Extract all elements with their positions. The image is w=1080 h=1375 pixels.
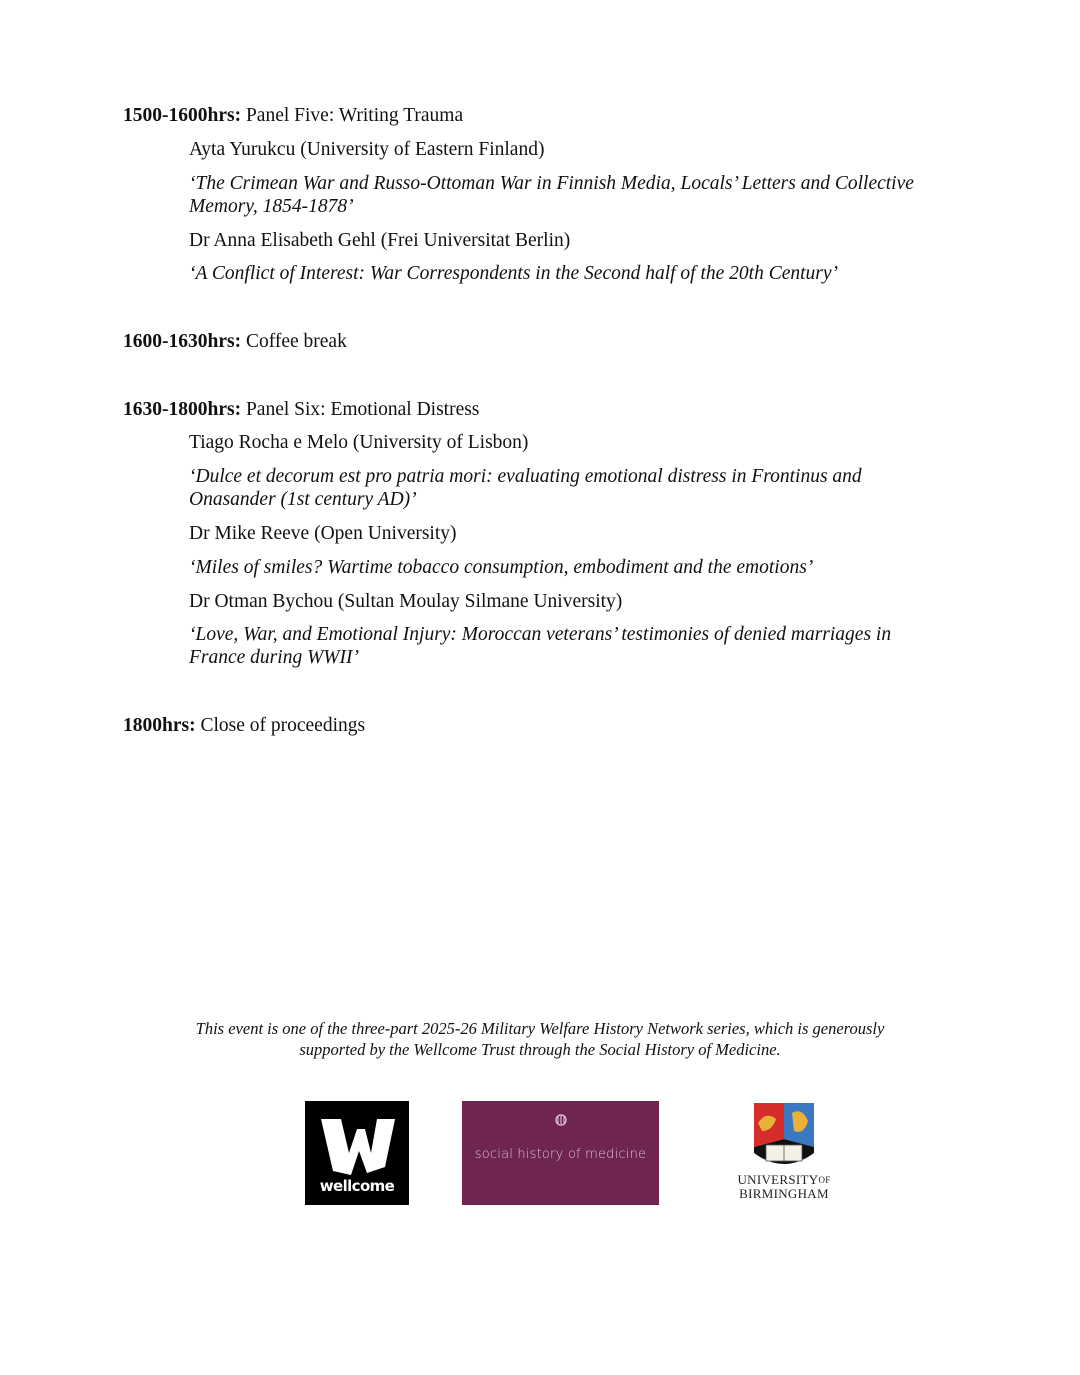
speaker-name: Tiago Rocha e Melo (University of Lisbon) <box>189 432 529 453</box>
paper-title: ‘A Conflict of Interest: War Correspondents in the Second half of the 20th Century’ <box>189 263 839 284</box>
shm-monogram-icon <box>462 1113 659 1130</box>
session-time: 1500-1600hrs: <box>123 105 242 126</box>
uob-line2: BIRMINGHAM <box>739 1186 829 1201</box>
session-heading <box>123 104 463 127</box>
session-heading <box>123 398 479 421</box>
session-heading <box>123 330 347 353</box>
wellcome-logo <box>305 1101 409 1205</box>
session-time: 1800hrs: <box>123 715 196 736</box>
speaker-name: Dr Otman Bychou (Sultan Moulay Silmane University) <box>189 591 623 612</box>
shm-wordmark: social history of medicine <box>474 1147 647 1162</box>
paper-title: ‘Miles of smiles? Wartime tobacco consumption, embodiment and the emotions’ <box>189 557 814 578</box>
social-history-of-medicine-logo <box>462 1101 659 1205</box>
session-title: Close of proceedings <box>200 715 366 736</box>
session-title: Panel Five: Writing Trauma <box>245 105 464 126</box>
session-title: Coffee break <box>245 331 347 352</box>
uob-of: OF <box>818 1175 831 1185</box>
speaker-name: Dr Mike Reeve (Open University) <box>189 523 457 544</box>
paper-title: ‘Love, War, and Emotional Injury: Moroccan veterans’ testimonies of denied marriages in France during WWII’ <box>189 624 892 668</box>
session-heading <box>123 714 365 737</box>
uob-line1: UNIVERSITY <box>737 1172 819 1187</box>
sponsorship-note-line: supported by the Wellcome Trust through the Social History of Medicine. <box>299 1040 781 1059</box>
university-of-birmingham-logo <box>726 1101 842 1211</box>
wellcome-wordmark: wellcome <box>319 1177 395 1195</box>
paper-title: ‘Dulce et decorum est pro patria mori: evaluating emotional distress in Frontinus and Onasander (1st century AD)’ <box>189 466 862 510</box>
birmingham-crest-icon <box>726 1101 842 1173</box>
session-time: 1630-1800hrs: <box>123 399 242 420</box>
sponsorship-note-line: This event is one of the three-part 2025-26 Military Welfare History Network series, which is generously <box>195 1019 885 1038</box>
session-time: 1600-1630hrs: <box>123 331 242 352</box>
university-wordmark <box>726 1173 842 1201</box>
speaker-name: Ayta Yurukcu (University of Eastern Finland) <box>189 139 545 160</box>
speaker-name: Dr Anna Elisabeth Gehl (Frei Universitat Berlin) <box>189 230 571 251</box>
paper-title: ‘The Crimean War and Russo-Ottoman War in Finnish Media, Locals’ Letters and Collective Memory, 1854-1878’ <box>189 173 914 217</box>
session-title: Panel Six: Emotional Distress <box>245 399 480 420</box>
sponsorship-note <box>120 1018 960 1060</box>
